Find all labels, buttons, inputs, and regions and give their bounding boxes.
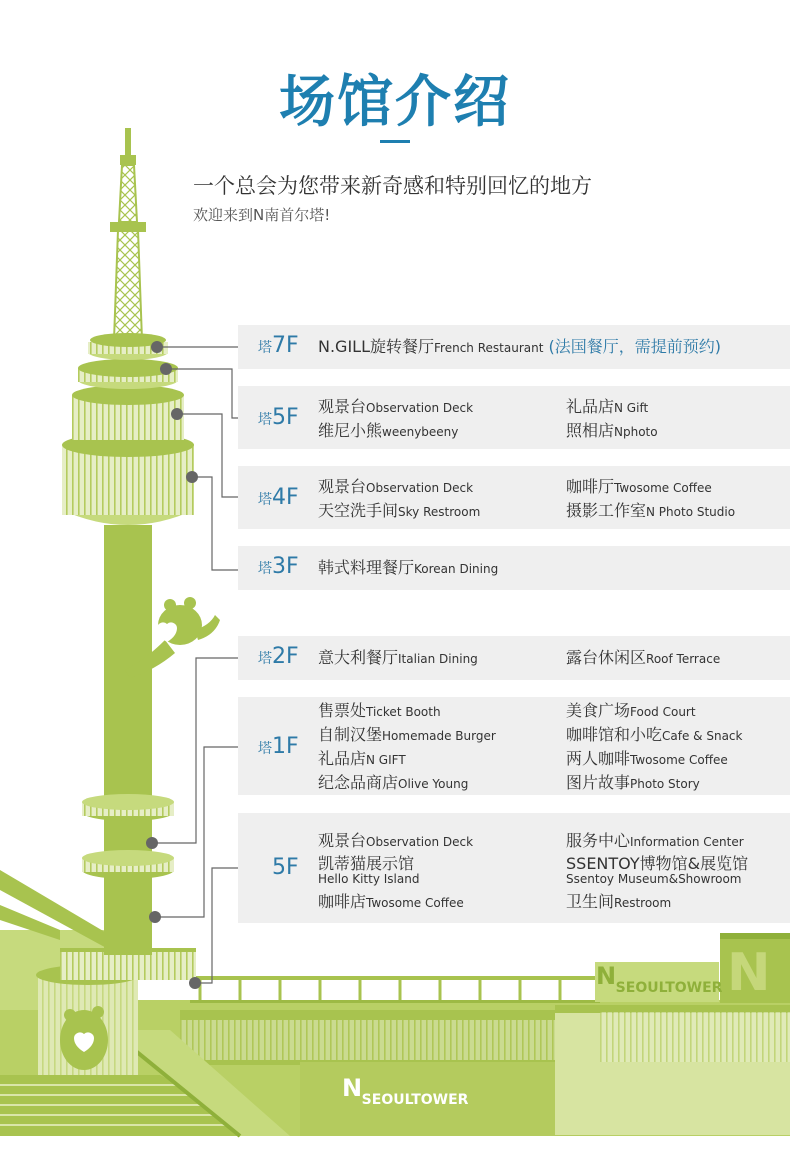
floor-label: 塔2F bbox=[258, 644, 299, 669]
floor-item: 韩式料理餐厅Korean Dining bbox=[318, 558, 499, 577]
title-underline bbox=[380, 140, 410, 143]
svg-text:N: N bbox=[727, 943, 771, 1003]
floor-item: 咖啡厅Twosome Coffee bbox=[566, 477, 712, 496]
floor-label: 塔4F bbox=[258, 485, 299, 510]
floor-item: 维尼小熊weenybeeny bbox=[318, 421, 459, 440]
floor-item: SSENTOY博物馆&展览馆 bbox=[566, 854, 749, 873]
floor-item: 摄影工作室N Photo Studio bbox=[566, 501, 736, 520]
floor-label: 塔7F bbox=[258, 333, 299, 358]
floor-label: 塔1F bbox=[258, 734, 299, 759]
floor-item: 两人咖啡Twosome Coffee bbox=[566, 749, 728, 768]
floor-item: 咖啡馆和小吃Cafe & Snack bbox=[566, 725, 743, 744]
floor-panel-tower-5f bbox=[238, 386, 790, 449]
floor-panel-tower-7f bbox=[238, 325, 790, 369]
floor-item: 自制汉堡Homemade Burger bbox=[318, 725, 496, 744]
page-title: 场馆介绍 bbox=[279, 70, 511, 135]
sign-name: SEOULTOWER bbox=[361, 1092, 469, 1108]
floor-panel-tower-4f bbox=[238, 466, 790, 529]
floor-item: 美食广场Food Court bbox=[566, 701, 696, 720]
reservation-note: (法国餐厅，需提前预约) bbox=[548, 337, 722, 356]
floor-item: 图片故事Photo Story bbox=[566, 773, 700, 792]
floor-panel-tower-1f bbox=[238, 697, 790, 795]
bear-mascot-bottom bbox=[60, 1006, 108, 1070]
sign-n: N bbox=[342, 1074, 363, 1102]
floor-item: 观景台Observation Deck bbox=[318, 477, 474, 496]
floor-item: 咖啡店Twosome Coffee bbox=[318, 892, 464, 911]
floor-panel-plaza-5f bbox=[238, 813, 790, 923]
floor-label: 塔3F bbox=[258, 554, 299, 579]
floor-item: 观景台Observation Deck bbox=[318, 397, 474, 416]
sign-n: N bbox=[596, 962, 617, 990]
floor-panel-tower-2f bbox=[238, 636, 790, 680]
seoultower-sign-ground bbox=[342, 1074, 474, 1108]
page-subtitle: 一个总会为您带来新奇感和特别回忆的地方 bbox=[193, 174, 592, 198]
floor-item: 礼品店N GIFT bbox=[318, 749, 406, 768]
floor-item-subtitle: Ssentoy Museum&Showroom bbox=[566, 872, 742, 886]
floor-label: 5F bbox=[272, 855, 299, 880]
welcome-text: 欢迎来到N南首尔塔! bbox=[193, 206, 331, 224]
floor-label: 塔5F bbox=[258, 405, 299, 430]
floor-item: 礼品店N Gift bbox=[566, 397, 649, 416]
floor-item: 天空洗手间Sky Restroom bbox=[318, 501, 481, 520]
sign-name: SEOULTOWER bbox=[615, 980, 723, 996]
floor-item: 意大利餐厅Italian Dining bbox=[318, 648, 478, 667]
floor-item: 服务中心Information Center bbox=[566, 831, 744, 850]
floor-item: 售票处Ticket Booth bbox=[318, 701, 441, 720]
floor-panel-tower-3f bbox=[238, 546, 790, 590]
floor-item-subtitle: Hello Kitty Island bbox=[318, 872, 420, 886]
floor-item: 露台休闲区Roof Terrace bbox=[566, 648, 721, 667]
floor-item: 凯蒂猫展示馆 bbox=[318, 854, 415, 873]
floor-item: 纪念品商店Olive Young bbox=[318, 773, 469, 792]
floor-item: N.GILL旋转餐厅French Restaurant (法国餐厅，需提前预约) bbox=[318, 337, 722, 356]
floor-item: 卫生间Restroom bbox=[566, 892, 672, 911]
floor-item: 观景台Observation Deck bbox=[318, 831, 474, 850]
seoultower-sign-building bbox=[596, 962, 728, 996]
floor-item: 照相店Nphoto bbox=[566, 421, 658, 440]
